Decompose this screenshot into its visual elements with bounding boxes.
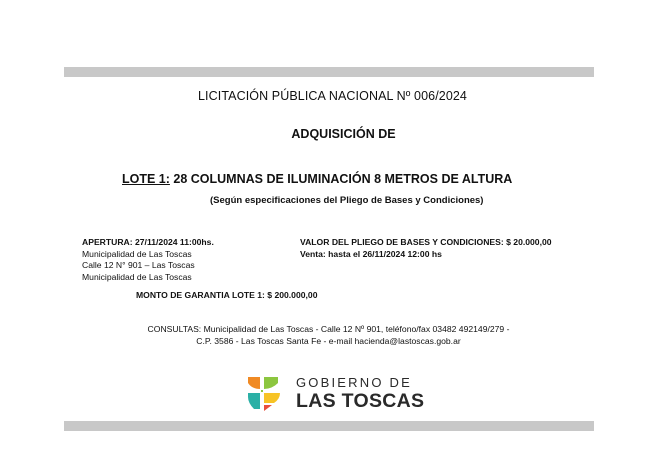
apertura-line: Calle 12 N° 901 – Las Toscas <box>82 260 195 270</box>
lote-description: 28 COLUMNAS DE ILUMINACIÓN 8 METROS DE ALTURA <box>169 172 513 186</box>
document-title <box>0 89 657 103</box>
apertura-line: Municipalidad de Las Toscas <box>82 248 192 259</box>
apertura-line: Municipalidad de Las Toscas <box>82 271 192 282</box>
logo-mark-icon <box>246 375 282 411</box>
consultas-line-1: CONSULTAS: Municipalidad de Las Toscas - Calle 12 Nº 901, teléfono/fax 03482 492149/279 - <box>147 324 510 334</box>
lote-heading <box>122 172 512 186</box>
top-divider-bar <box>64 67 594 77</box>
document-subtitle-text: ADQUISICIÓN DE <box>291 127 396 141</box>
valor-pliego: VALOR DEL PLIEGO DE BASES Y CONDICIONES: $ 20.000,00 <box>300 237 552 247</box>
lote-label: LOTE 1: <box>122 172 170 186</box>
logo-top-text: GOBIERNO DE <box>296 375 412 390</box>
monto-garantia: MONTO DE GARANTIA LOTE 1: $ 200.000,00 <box>136 290 318 300</box>
consultas-line-2: C.P. 3586 - Las Toscas Santa Fe - e-mail hacienda@lastoscas.gob.ar <box>196 335 461 346</box>
valor-block <box>300 237 552 260</box>
apertura-heading: APERTURA: 27/11/2024 11:00hs. <box>82 237 214 247</box>
logo-city-text: LAS TOSCAS <box>296 390 425 412</box>
bottom-divider-bar <box>64 421 594 431</box>
consultas-block <box>0 324 657 347</box>
lote-specs-note: (Según especificaciones del Pliego de Bases y Condiciones) <box>210 195 484 206</box>
valor-venta: Venta: hasta el 26/11/2024 12:00 hs <box>300 248 442 259</box>
document-title-text: LICITACIÓN PÚBLICA NACIONAL Nº 006/2024 <box>198 89 467 103</box>
document-subtitle <box>0 127 657 141</box>
gobierno-las-toscas-logo <box>246 374 425 414</box>
apertura-block <box>82 237 214 283</box>
